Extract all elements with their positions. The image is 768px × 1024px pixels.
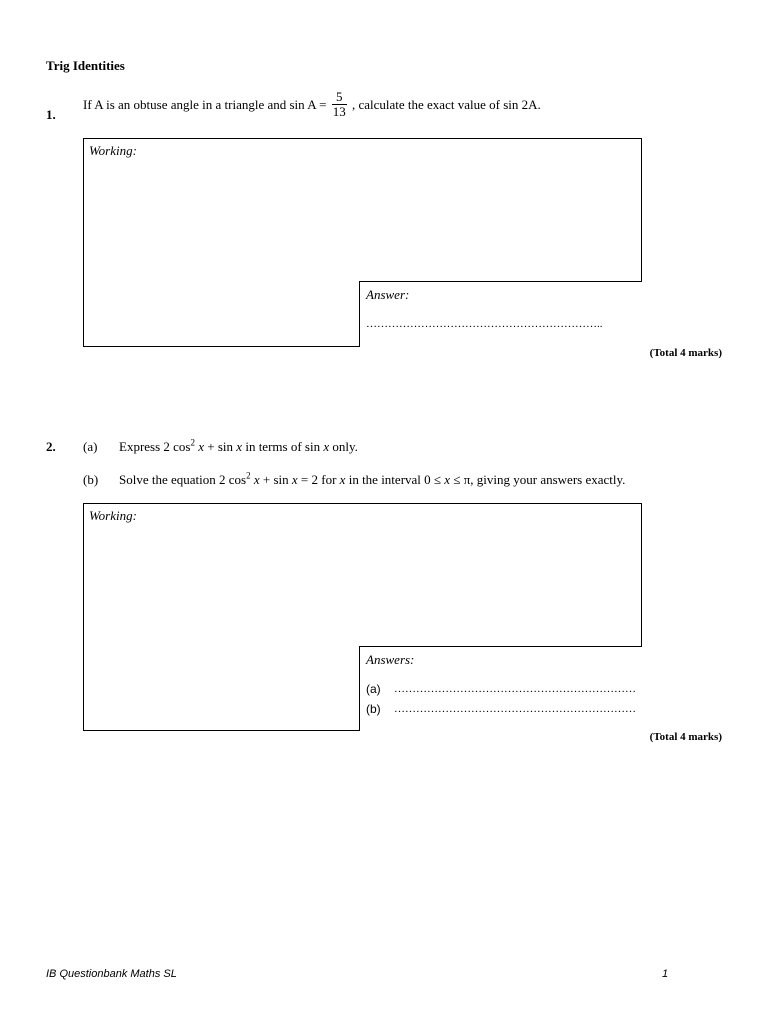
- q2-total-marks: (Total 4 marks): [649, 731, 722, 743]
- q2b-text-3: = 2 for: [300, 472, 337, 487]
- q2-answers-label: Answers:: [366, 652, 415, 667]
- q2-number: 2.: [46, 439, 56, 454]
- q2a-text-3: in terms of sin: [245, 439, 321, 454]
- q2a-var2: x: [236, 439, 243, 454]
- q2a-sup: 2: [190, 437, 195, 448]
- q1-answer-line[interactable]: ………………………………………………………..: [366, 318, 603, 330]
- q1-number: 1.: [46, 107, 56, 122]
- footer-page-number: 1: [662, 968, 669, 980]
- q2-ans-a-line[interactable]: …………………………………………………………: [394, 683, 636, 695]
- q1-answer-label: Answer:: [366, 287, 410, 302]
- q2b-var4: x: [444, 472, 451, 487]
- q2-working-label: Working:: [89, 508, 137, 523]
- q2-ans-a-label: (a): [366, 682, 381, 696]
- q2a-text-2: + sin: [207, 439, 234, 454]
- q2b-text: [119, 472, 625, 488]
- q2b-sup: 2: [246, 470, 251, 481]
- q2a-text-1: Express 2 cos: [119, 439, 191, 454]
- q2b-label: (b): [83, 472, 99, 487]
- q2a-var3: x: [323, 439, 330, 454]
- q1-total-marks: (Total 4 marks): [649, 347, 722, 359]
- q2b-var: x: [253, 472, 260, 487]
- q1-fraction: [332, 90, 347, 119]
- q1-text: [83, 90, 541, 119]
- q2-ans-b-label: (b): [366, 702, 381, 716]
- q1-working-label: Working:: [89, 143, 137, 158]
- q1-text-after: , calculate the exact value of sin 2A.: [351, 96, 541, 112]
- q2b-text-2: + sin: [262, 472, 289, 487]
- q2b-var2: x: [291, 472, 298, 487]
- q2-ans-b-line[interactable]: …………………………………………………………: [394, 703, 636, 715]
- q1-frac-den: 13: [332, 104, 346, 119]
- q2b-text-5: ≤ π, giving your answers exactly.: [453, 472, 626, 487]
- q2b-text-1: Solve the equation 2 cos: [119, 472, 247, 487]
- page-title: Trig Identities: [46, 58, 125, 73]
- q2a-text: [119, 439, 358, 455]
- footer-source: IB Questionbank Maths SL: [46, 968, 177, 980]
- q2a-label: (a): [83, 439, 98, 454]
- q2a-text-4: only.: [332, 439, 358, 454]
- q2b-text-4: in the interval 0 ≤: [348, 472, 442, 487]
- q1-frac-num: 5: [332, 90, 347, 105]
- q2a-var: x: [198, 439, 205, 454]
- q1-text-before: If A is an obtuse angle in a triangle and sin A =: [83, 96, 327, 112]
- q2b-var3: x: [339, 472, 346, 487]
